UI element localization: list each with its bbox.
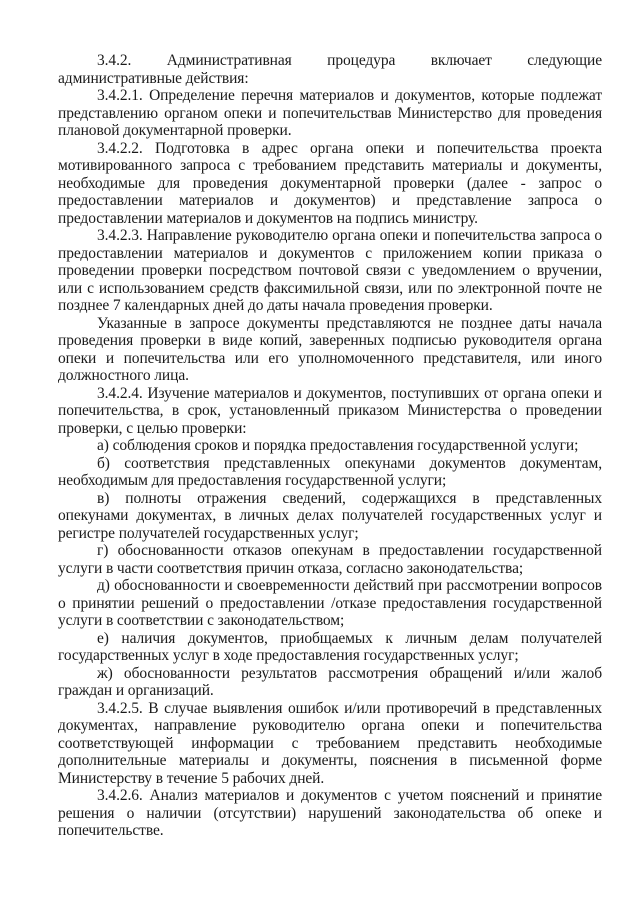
list-item-v: в) полноты отражения сведений, содержащихся в представленных опекунами документах, в личных делах получателей государственных услуг и регистре получателей государственных услуг;	[58, 489, 602, 542]
paragraph-3-4-2-1: 3.4.2.1. Определение перечня материалов и документов, которые подлежат представлению органом опеки и попечительствав Министерство для проведения плановой документарной проверки.	[58, 87, 602, 139]
document-page	[58, 52, 602, 840]
list-item-g: г) обоснованности отказов опекунам в предоставлении государственной услуги в части соответствия причин отказа, согласно законодательства;	[58, 542, 602, 577]
paragraph-3-4-2-5: 3.4.2.5. В случае выявления ошибок и/или противоречий в представленных документах, направление руководителю органа опеки и попечительства соответствующей информации с требованием представить необходимые дополнительные материалы и документы, пояснения в письменной форме Министерству в течение 5 рабочих дней.	[58, 699, 602, 787]
paragraph-3-4-2: 3.4.2. Административная процедура включает следующие административные действия:	[58, 52, 602, 87]
paragraph-3-4-2-4: 3.4.2.4. Изучение материалов и документов, поступивших от органа опеки и попечительства, в срок, установленный приказом Министерства о проведении проверки, с целью проверки:	[58, 384, 602, 437]
paragraph-3-4-2-3: 3.4.2.3. Направление руководителю органа опеки и попечительства запроса о предоставлении материалов и документов с приложением копии приказа о проведении проверки посредством почтовой связи с уведомлением о вручении, или с использованием средств факсимильной связи, или по электронной почте не позднее 7 календарных дней до даты начала проведения проверки.	[58, 227, 602, 314]
list-item-zh: ж) обоснованности результатов рассмотрения обращений и/или жалоб граждан и организаций.	[58, 664, 602, 699]
list-item-e: е) наличия документов, приобщаемых к личным делам получателей государственных услуг в ходе предоставления государственных услуг;	[58, 629, 602, 664]
list-item-b: б) соответствия представленных опекунами документов документам, необходимым для предоставления государственной услуги;	[58, 454, 602, 489]
paragraph-3-4-2-6: 3.4.2.6. Анализ материалов и документов с учетом пояснений и принятие решения о наличии (отсутствии) нарушений законодательства об опеке и попечительстве.	[58, 787, 602, 839]
list-item-a: а) соблюдения сроков и порядка предоставления государственной услуги;	[97, 437, 579, 454]
paragraph-documents-note: Указанные в запросе документы представляются не позднее даты начала проведения проверки в виде копий, заверенных подписью руководителя органа опеки и попечительства или его уполномоченного представителя, или иного должностного лица.	[58, 314, 602, 384]
paragraph-3-4-2-2: 3.4.2.2. Подготовка в адрес органа опеки и попечительства проекта мотивированного запроса с требованием представить материалы и документы, необходимые для проведения документарной проверки (далее - запрос о предоставлении материалов и документов) и представление запроса о предоставлении материалов и документов на подпись министру.	[58, 139, 602, 227]
list-item-d: д) обоснованности и своевременности действий при рассмотрении вопросов о принятии решений о предоставлении /отказе предоставления государственной услуги в соответствии с законодательством;	[58, 577, 602, 629]
